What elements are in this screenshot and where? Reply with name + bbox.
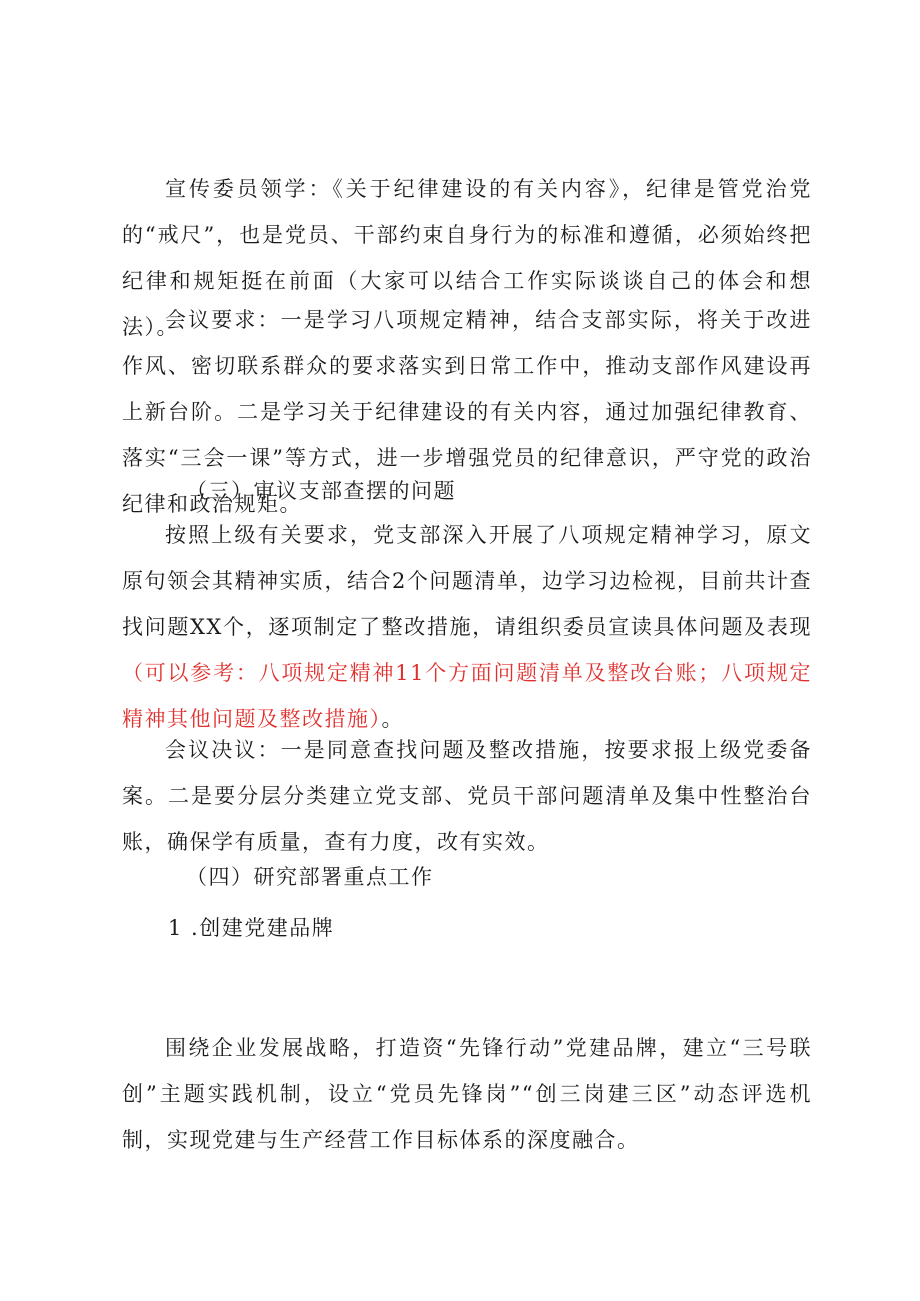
heading-review-problems: （三）审议支部查摆的问题 (186, 479, 456, 503)
problem-review-text: 按照上级有关要求，党支部深入开展了八项规定精神学习，原文原句领会其精神实质，结合2个问题清单，边学习边检视，目前共计查找问题XX个，逐项制定了整改措施，请组织委员宣读具体问题及表现 (122, 523, 812, 639)
paragraph-meeting-resolution: 会议决议：一是同意查找问题及整改措施，按要求报上级党委备案。二是要分层分类建立党支部、党员干部问题清单及集中性整治台账，确保学有质量，查有力度，改有实效。 (122, 738, 812, 854)
heading-key-work: （四）研究部署重点工作 (186, 865, 434, 889)
paragraph-meeting-requirements: 会议要求：一是学习八项规定精神，结合支部实际，将关于改进作风、密切联系群众的要求落实到日常工作中，推动支部作风建设再上新台阶。二是学习关于纪律建设的有关内容，通过加强纪律教育、落实“三会一课”等方式，进一步增强党员的纪律意识，严守党的政治纪律和政治规矩。 (122, 308, 812, 516)
reference-note: （可以参考：八项规定精神11个方面问题清单及整改台账；八项规定精神其他问题及整改措施） (122, 661, 812, 731)
heading-party-brand: 1 .创建党建品牌 (168, 916, 335, 940)
paragraph-problem-review (122, 512, 812, 742)
paragraph-party-brand: 围绕企业发展战略，打造资“先锋行动”党建品牌，建立“三号联创”主题实践机制，设立“党员先锋岗”“创三岗建三区”动态评选机制，实现党建与生产经营工作目标体系的深度融合。 (122, 1036, 812, 1152)
problem-review-end: 。 (381, 707, 404, 731)
paragraph-propaganda-study: 宣传委员领学：《关于纪律建设的有关内容》，纪律是管党治党的“戒尺”，也是党员、干部约束自身行为的标准和遵循，必须始终把纪律和规矩挺在前面（大家可以结合工作实际谈谈自己的体会和想法）。 (122, 177, 812, 339)
